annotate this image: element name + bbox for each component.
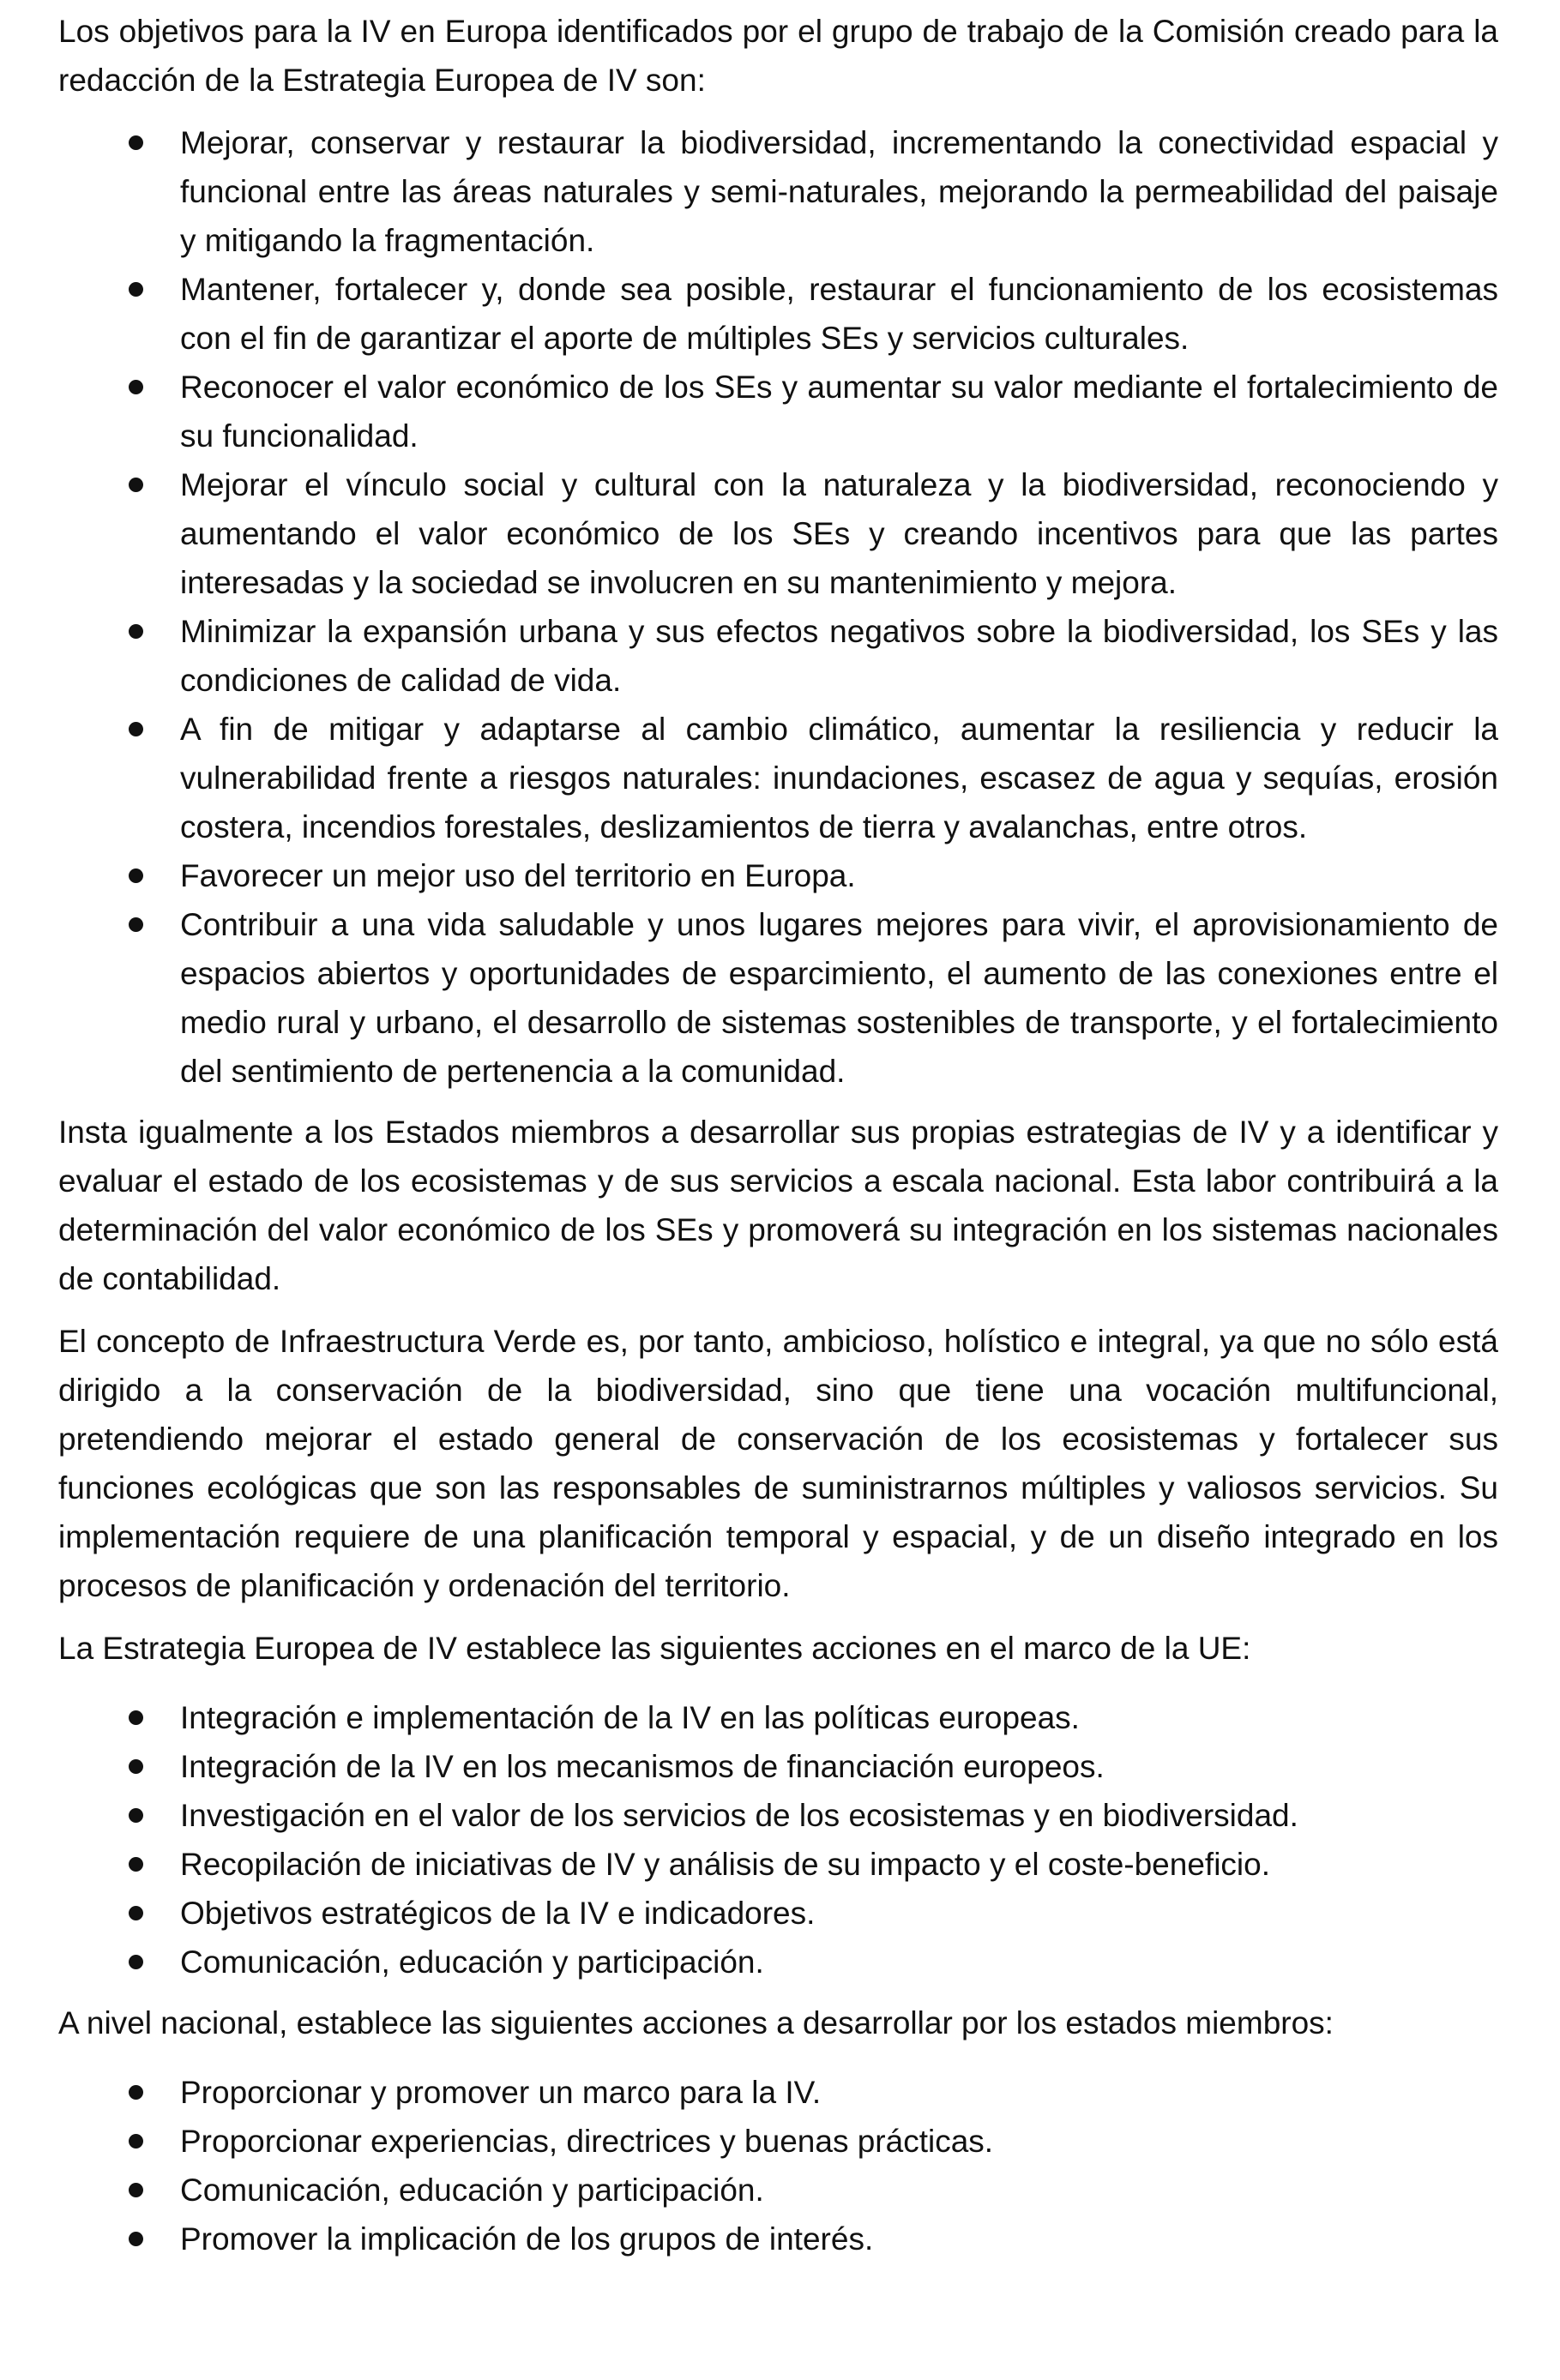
list-item <box>58 265 1498 363</box>
concepto-paragraph: El concepto de Infraestructura Verde es, por tanto, ambicioso, holístico e integral, ya que no sólo está dirigido a la conservación de la biodiversidad, sino que tiene una vocación multifuncional, pretendiendo mejorar el estado general de conservación de los ecosistemas y fortalecer sus funciones ecológicas que son las responsables de suministrarnos múltiples y valiosos servicios. Su implementación requiere de una planificación temporal y espacial, y de un diseño integrado en los procesos de planificación y ordenación del territorio. <box>58 1324 1498 1603</box>
bullet-icon <box>129 1857 143 1872</box>
list-item <box>58 705 1498 851</box>
bullet-icon <box>129 2134 143 2149</box>
bullet-icon <box>129 624 143 639</box>
bullet-icon <box>129 2183 143 2197</box>
list-item <box>58 2215 1498 2263</box>
bullet-icon <box>129 2085 143 2100</box>
bullet-icon <box>129 917 143 932</box>
bullet-icon <box>129 1955 143 1969</box>
list-item-text: Comunicación, educación y participación. <box>180 2173 764 2208</box>
list-item-text: Mejorar el vínculo social y cultural con la naturaleza y la biodiversidad, reconociendo y aumentando el valor económico de los SEs y creando incentivos para que las partes interesadas y la sociedad se involucren en su mantenimiento y mejora. <box>180 467 1498 600</box>
list-item-text: Reconocer el valor económico de los SEs y aumentar su valor mediante el fortalecimiento de su funcionalidad. <box>180 370 1498 454</box>
objetivos-list <box>58 118 1498 1096</box>
intro-paragraph: Los objetivos para la IV en Europa identificados por el grupo de trabajo de la Comisión creado para la redacción de la Estrategia Europea de IV son: <box>58 14 1498 98</box>
list-item <box>58 1889 1498 1938</box>
list-item-text: Minimizar la expansión urbana y sus efectos negativos sobre la biodiversidad, los SEs y las condiciones de calidad de vida. <box>180 614 1498 698</box>
nacional-paragraph: A nivel nacional, establece las siguientes acciones a desarrollar por los estados miembros: <box>58 2005 1334 2040</box>
bullet-icon <box>129 722 143 736</box>
bullet-icon <box>129 1710 143 1725</box>
list-item-text: Proporcionar experiencias, directrices y buenas prácticas. <box>180 2124 994 2159</box>
list-item-text: Mantener, fortalecer y, donde sea posible, restaurar el funcionamiento de los ecosistemas con el fin de garantizar el aporte de múltiples SEs y servicios culturales. <box>180 272 1498 356</box>
list-item <box>58 1742 1498 1791</box>
acciones-ue-list <box>58 1693 1498 1986</box>
insta-paragraph: Insta igualmente a los Estados miembros a desarrollar sus propias estrategias de IV y a identificar y evaluar el estado de los ecosistemas y de sus servicios a escala nacional. Esta labor contribuirá a la determinación del valor económico de los SEs y promoverá su integración en los sistemas nacionales de contabilidad. <box>58 1115 1498 1296</box>
list-item-text: A fin de mitigar y adaptarse al cambio climático, aumentar la resiliencia y reducir la vulnerabilidad frente a riesgos naturales: inundaciones, escasez de agua y sequías, erosión costera, incendios forestales, deslizamientos de tierra y avalanchas, entre otros. <box>180 712 1498 844</box>
list-item <box>58 118 1498 265</box>
list-item-text: Favorecer un mejor uso del territorio en Europa. <box>180 858 856 893</box>
list-item <box>58 2117 1498 2166</box>
list-item-text: Proporcionar y promover un marco para la IV. <box>180 2075 822 2110</box>
bullet-icon <box>129 1808 143 1823</box>
list-item <box>58 2068 1498 2117</box>
bullet-icon <box>129 1759 143 1774</box>
list-item-text: Integración e implementación de la IV en las políticas europeas. <box>180 1700 1080 1735</box>
list-item <box>58 607 1498 705</box>
list-item <box>58 900 1498 1096</box>
estrategia-paragraph: La Estrategia Europea de IV establece las siguientes acciones en el marco de la UE: <box>58 1631 1251 1666</box>
list-item-text: Comunicación, educación y participación. <box>180 1944 764 1980</box>
acciones-nacionales-list <box>58 2068 1498 2263</box>
list-item <box>58 1938 1498 1986</box>
list-item-text: Investigación en el valor de los servicios de los ecosistemas y en biodiversidad. <box>180 1798 1298 1833</box>
bullet-icon <box>129 478 143 492</box>
list-item <box>58 1840 1498 1889</box>
list-item-text: Objetivos estratégicos de la IV e indicadores. <box>180 1896 816 1931</box>
list-item-text: Mejorar, conservar y restaurar la biodiversidad, incrementando la conectividad espacial y funcional entre las áreas naturales y semi-naturales, mejorando la permeabilidad del paisaje y mitigando la fragmentación. <box>180 125 1498 258</box>
list-item-text: Contribuir a una vida saludable y unos lugares mejores para vivir, el aprovisionamiento de espacios abiertos y oportunidades de esparcimiento, el aumento de las conexiones entre el medio rural y urbano, el desarrollo de sistemas sostenibles de transporte, y el fortalecimiento del sentimiento de pertenencia a la comunidad. <box>180 907 1498 1089</box>
bullet-icon <box>129 2232 143 2246</box>
list-item <box>58 851 1498 900</box>
list-item <box>58 1693 1498 1742</box>
list-item-text: Promover la implicación de los grupos de interés. <box>180 2221 874 2257</box>
list-item-text: Integración de la IV en los mecanismos de financiación europeos. <box>180 1749 1105 1784</box>
bullet-icon <box>129 282 143 297</box>
bullet-icon <box>129 380 143 394</box>
list-item-text: Recopilación de iniciativas de IV y análisis de su impacto y el coste-beneficio. <box>180 1847 1270 1882</box>
bullet-icon <box>129 135 143 150</box>
list-item <box>58 2166 1498 2215</box>
list-item <box>58 460 1498 607</box>
bullet-icon <box>129 868 143 883</box>
bullet-icon <box>129 1906 143 1920</box>
list-item <box>58 363 1498 460</box>
list-item <box>58 1791 1498 1840</box>
